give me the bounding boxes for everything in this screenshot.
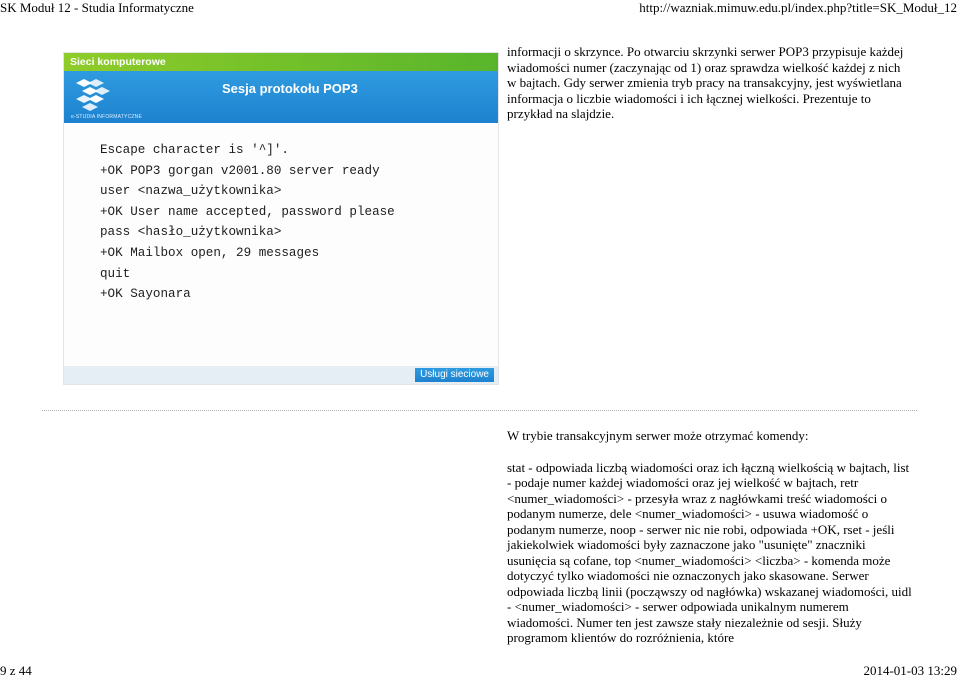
page-header-url: http://wazniak.mimuw.edu.pl/index.php?title=SK_Moduł_12	[639, 0, 957, 15]
page-number: 9 z 44	[0, 663, 32, 678]
body-paragraph: stat - odpowiada liczbą wiadomości oraz ich łączną wielkością w bajtach, list - podaje numer każdej wiadomości oraz jej wielkość w bajtach, retr <numer_wiadomości> - przesyła wraz z nagłówkami treść wiadomości o podanym numerze, dele <numer_wiadomości> - usuwa wiadomość o podanym numerze, noop - serwer nic nie robi, odpowiada +OK, rset - jeśli jakiekolwiek wiadomości były zaznaczone jako "usunięte" znaczniki usunięcia są cofane, top <numer_wiadomości> <liczba> - komenda może dotyczyć tylko wiadomości nie oznaczonych jako skasowane. Serwer odpowiada liczbą linii (począwszy od nagłówka) wskazanej wiadomości, uidl - <numer_wiadomości> - serwer odpowiada unikalnym numerem wiadomości. Numer ten jest zawsze stały niezależnie od sesji. Służy programom klientów do rozróżnienia, które	[507, 459, 912, 645]
slide-brand: Sieci komputerowe	[70, 56, 166, 68]
terminal-line: Escape character is '^]'.	[100, 143, 289, 157]
slide-footer-label: Usługi sieciowe	[415, 368, 494, 382]
section-divider	[42, 410, 917, 411]
page-header-title: SK Moduł 12 - Studia Informatyczne	[0, 0, 194, 15]
slide-title: Sesja protokołu POP3	[222, 81, 358, 96]
print-datetime: 2014-01-03 13:29	[863, 663, 957, 678]
terminal-line: user <nazwa_użytkownika>	[100, 184, 282, 199]
slide-logo-caption: e-STUDIA INFORMATYCZNE	[71, 114, 142, 120]
intro-paragraph: informacji o skrzynce. Po otwarciu skrzynki serwer POP3 przypisuje każdej wiadomości numer (zaczynając od 1) oraz sprawdza wielkość każdej z nich w bajtach. Gdy serwer zmienia tryb pracy na transakcyjny, jest wyświetlana informacja o liczbie wiadomości i ich łącznej wielkości. Prezentuje to przykład na slajdzie.	[507, 44, 904, 121]
body-heading: W trybie transakcyjnym serwer może otrzymać komendy:	[507, 428, 809, 443]
slide-terminal	[100, 140, 395, 305]
terminal-line: +OK Sayonara	[100, 287, 191, 302]
terminal-line: +OK User name accepted, password please	[100, 204, 395, 219]
terminal-line: +OK POP3 gorgan v2001.80 server ready	[100, 163, 380, 178]
terminal-line: +OK Mailbox open, 29 messages	[100, 245, 320, 260]
terminal-line: quit	[100, 266, 131, 281]
terminal-line: pass <hasło_użytkownika>	[100, 225, 282, 240]
slide-image	[63, 52, 499, 385]
body-text	[507, 428, 912, 646]
